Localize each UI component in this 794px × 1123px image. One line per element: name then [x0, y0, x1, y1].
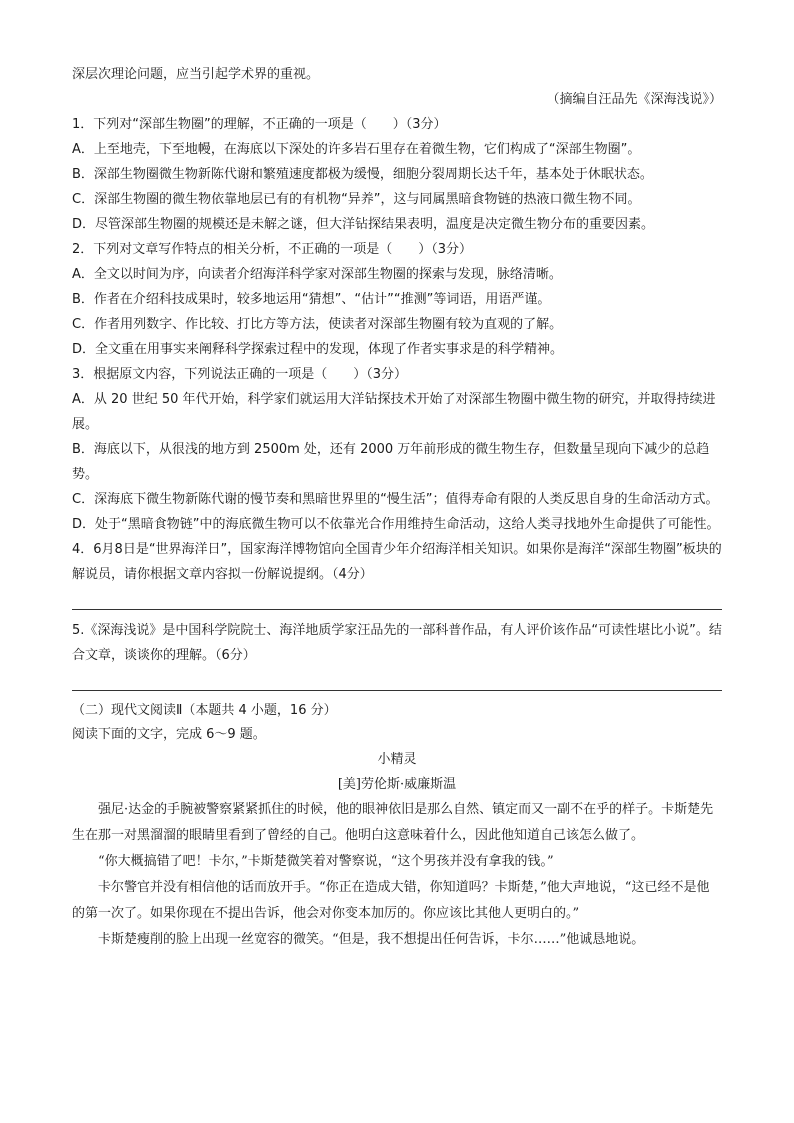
- question-text: 5.《深海浅说》是中国科学院院士、海洋地质学家汪品先的一部科普作品，有人评价该作品“可读性堪比小说”。结合文章，谈谈你的理解。（6分）: [72, 623, 722, 663]
- story-author: [美]劳伦斯·威廉斯温: [337, 777, 457, 792]
- story-body: [72, 797, 722, 953]
- article-source: （摘编自汪品先《深海浅说》）: [546, 92, 722, 107]
- option-c: C．深部生物圈的微生物依靠地层已有的有机物“异养”，这与同属黑暗食物链的热液口微生物不同。: [72, 192, 641, 207]
- story-paragraph: “你大概搞错了吧！卡尔，”卡斯楚微笑着对警察说，“这个男孩并没有拿我的钱。”: [98, 854, 554, 869]
- story-title: 小精灵: [377, 752, 417, 767]
- section-heading: （二）现代文阅读Ⅱ（本题共 4 小题，16 分）: [72, 703, 337, 718]
- question-text: 4．6月8日是“世界海洋日”，国家海洋博物馆向全国青少年介绍海洋相关知识。如果你是海洋“深部生物圈”板块的解说员，请你根据文章内容拟一份解说提纲。（4分）: [72, 542, 722, 582]
- article-last-line: 深层次理论问题，应当引起学术界的重视。: [72, 67, 320, 82]
- option-c: C．深海底下微生物新陈代谢的慢节奏和黑暗世界里的“慢生活”；值得寿命有限的人类反思自身的生命活动方式。: [72, 492, 719, 507]
- option-b: B．作者在介绍科技成果时，较多地运用“猜想”、“估计”“推测”等词语，用语严谨。: [72, 292, 551, 307]
- option-a: A．从 20 世纪 50 年代开始，科学家们就运用大洋钻探技术开始了对深部生物圈中微生物的研究，并取得持续进展。: [72, 392, 716, 432]
- answer-line[interactable]: [72, 668, 722, 691]
- question-stem: 3．根据原文内容，下列说法正确的一项是（ ）（3分）: [72, 367, 408, 382]
- question-stem: 1．下列对“深部生物圈”的理解，不正确的一项是（ ）（3分）: [72, 117, 447, 132]
- story-paragraph: 强尼·达金的手腕被警察紧紧抓住的时候，他的眼神依旧是那么自然、镇定而又一副不在乎的样子。卡斯楚先生在那一对黑溜溜的眼睛里看到了曾经的自己。他明白这意味着什么，因此他知道自己该怎么做了。: [72, 802, 714, 843]
- story-paragraph: 卡尔警官并没有相信他的话而放开手。“你正在造成大错，你知道吗？卡斯楚，”他大声地说，“这已经不是他的第一次了。如果你现在不提出告诉，他会对你变本加厉的。你应该比其他人更明白的。”: [72, 880, 710, 921]
- question-5: [72, 618, 722, 691]
- option-b: B．深部生物圈微生物新陈代谢和繁殖速度都极为缓慢，细胞分裂周期长达千年，基本处于休眠状态。: [72, 167, 653, 182]
- option-d: D．尽管深部生物圈的规模还是未解之谜，但大洋钻探结果表明，温度是决定微生物分布的重要因素。: [72, 217, 655, 232]
- question-1: [72, 112, 722, 237]
- question-stem: 2．下列对文章写作特点的相关分析，不正确的一项是（ ）（3分）: [72, 242, 473, 257]
- reading-instruction: 阅读下面的文字，完成 6～9 题。: [72, 727, 266, 742]
- story-paragraph: 卡斯楚瘦削的脸上出现一丝宽容的微笑。“但是，我不想提出任何告诉，卡尔……”他诚恳地说。: [98, 932, 645, 947]
- option-d: D．处于“黑暗食物链”中的海底微生物可以不依靠光合作用维持生命活动，这给人类寻找地外生命提供了可能性。: [72, 517, 720, 532]
- question-4: [72, 537, 722, 610]
- option-c: C．作者用列数字、作比较、打比方等方法，使读者对深部生物圈有较为直观的了解。: [72, 317, 563, 332]
- document-page: [72, 62, 722, 953]
- option-d: D．全文重在用事实来阐释科学探索过程中的发现，体现了作者实事求是的科学精神。: [72, 342, 564, 357]
- answer-line[interactable]: [72, 587, 722, 610]
- option-b: B．海底以下，从很浅的地方到 2500m 处，还有 2000 万年前形成的微生物生存，但数量呈现向下减少的总趋势。: [72, 442, 710, 482]
- question-2: [72, 237, 722, 362]
- option-a: A．全文以时间为序，向读者介绍海洋科学家对深部生物圈的探索与发现，脉络清晰。: [72, 267, 562, 282]
- section-2: [72, 699, 722, 953]
- option-a: A．上至地壳，下至地幔，在海底以下深处的许多岩石里存在着微生物，它们构成了“深部生物圈”。: [72, 142, 641, 157]
- question-3: [72, 362, 722, 537]
